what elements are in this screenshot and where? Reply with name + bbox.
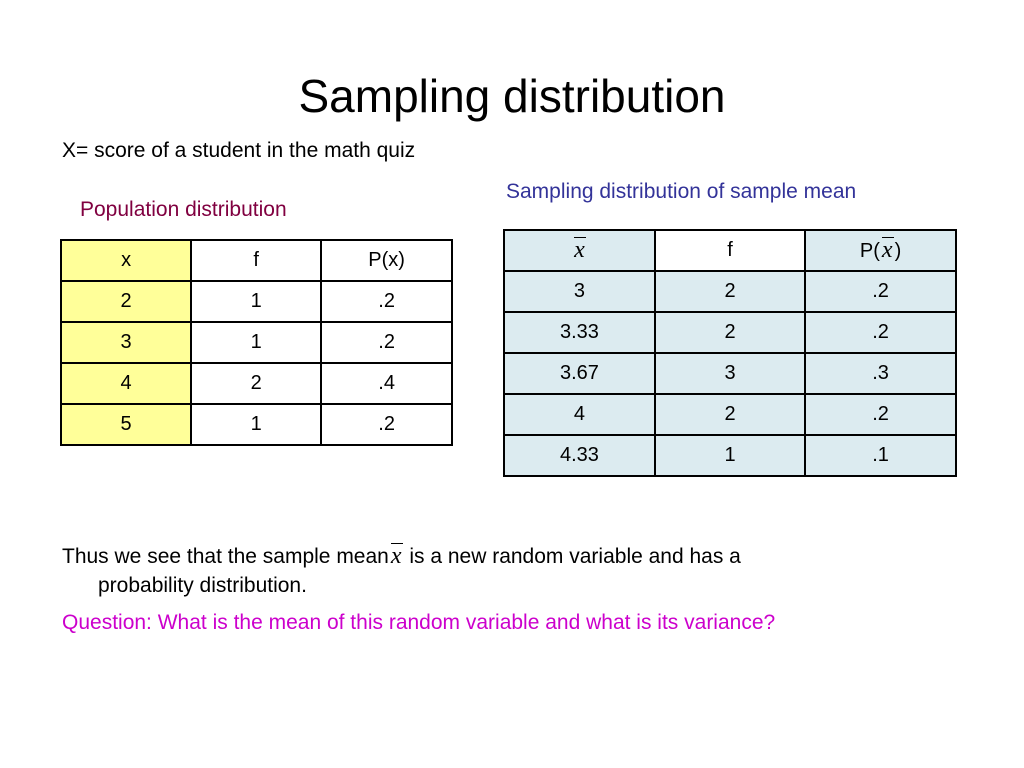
cell-x: 4 — [61, 363, 191, 404]
slide-title: Sampling distribution — [298, 70, 726, 122]
cell-px: .4 — [321, 363, 452, 404]
conclusion-line-2: probability distribution. — [98, 574, 307, 597]
table-row — [504, 312, 956, 353]
cell-p: .2 — [805, 312, 956, 353]
table-row — [61, 363, 452, 404]
conclusion-text-before: Thus we see that the sample mean — [62, 545, 389, 568]
population-table — [60, 239, 453, 446]
question-text: Question: What is the mean of this random variable and what is its variance? — [62, 611, 776, 634]
header-xbar — [504, 230, 655, 271]
cell-f: 1 — [655, 435, 805, 476]
cell-f: 1 — [191, 281, 321, 322]
cell-xbar: 4.33 — [504, 435, 655, 476]
xbar-symbol: x — [881, 237, 893, 263]
cell-px: .2 — [321, 404, 452, 445]
cell-f: 2 — [655, 394, 805, 435]
header-f: f — [191, 240, 321, 281]
table-header-row — [504, 230, 956, 271]
cell-xbar: 4 — [504, 394, 655, 435]
cell-p: .3 — [805, 353, 956, 394]
cell-x: 2 — [61, 281, 191, 322]
table-row — [504, 394, 956, 435]
xbar-symbol: x — [390, 543, 402, 569]
cell-f: 1 — [191, 404, 321, 445]
cell-p: .2 — [805, 394, 956, 435]
table-header-row — [61, 240, 452, 281]
population-distribution-label: Population distribution — [80, 198, 287, 221]
cell-px: .2 — [321, 281, 452, 322]
table-row — [61, 404, 452, 445]
p-prefix: P( — [859, 240, 880, 262]
cell-f: 3 — [655, 353, 805, 394]
cell-f: 2 — [655, 312, 805, 353]
header-x: x — [61, 240, 191, 281]
p-suffix: ) — [894, 240, 902, 262]
table-row — [504, 353, 956, 394]
variable-definition: X= score of a student in the math quiz — [62, 139, 416, 162]
cell-xbar: 3 — [504, 271, 655, 312]
table-row — [61, 322, 452, 363]
cell-xbar: 3.33 — [504, 312, 655, 353]
cell-x: 5 — [61, 404, 191, 445]
conclusion-line-1 — [62, 542, 962, 571]
sampling-table — [503, 229, 957, 477]
header-px: P(x) — [321, 240, 452, 281]
cell-f: 2 — [191, 363, 321, 404]
table-row — [61, 281, 452, 322]
cell-x: 3 — [61, 322, 191, 363]
table-row — [504, 271, 956, 312]
cell-p: .1 — [805, 435, 956, 476]
conclusion-text-after: is a new random variable and has a — [403, 545, 741, 568]
table-row — [504, 435, 956, 476]
cell-p: .2 — [805, 271, 956, 312]
header-f: f — [655, 230, 805, 271]
header-p-xbar — [805, 230, 956, 271]
cell-px: .2 — [321, 322, 452, 363]
cell-f: 1 — [191, 322, 321, 363]
xbar-symbol: x — [574, 237, 585, 263]
sampling-distribution-label: Sampling distribution of sample mean — [506, 180, 857, 203]
conclusion-paragraph — [62, 542, 962, 600]
cell-f: 2 — [655, 271, 805, 312]
cell-xbar: 3.67 — [504, 353, 655, 394]
